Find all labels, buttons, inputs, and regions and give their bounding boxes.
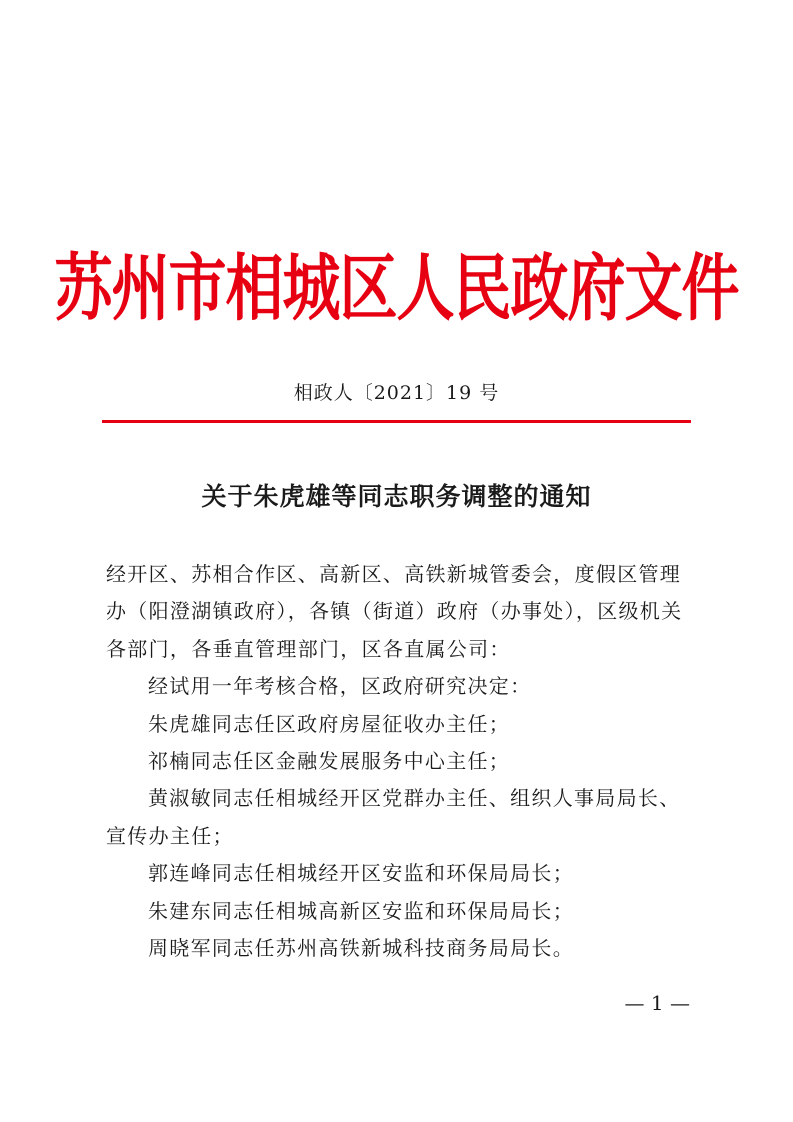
page-number: — 1 —: [624, 991, 690, 1015]
appointment-item: 祁楠同志任区金融发展服务中心主任；: [148, 749, 511, 774]
appointment-item: 周晓军同志任苏州高铁新城科技商务局局长。: [148, 936, 574, 961]
document-title: 关于朱虎雄等同志职务调整的通知: [201, 482, 592, 511]
document-body: [106, 556, 692, 967]
appointment-item: 郭连峰同志任相城经开区安监和环保局局长；: [148, 861, 574, 886]
appointment-item: 黄淑敏同志任相城经开区党群办主任、组织人事局局长、宣传办主任；: [106, 786, 681, 848]
appointment-item: 朱虎雄同志任区政府房屋征收办主任；: [148, 711, 511, 736]
body-paragraph: 经试用一年考核合格，区政府研究决定：: [148, 674, 532, 699]
recipients-paragraph: 经开区、苏相合作区、高新区、高铁新城管委会，度假区管理办（阳澄湖镇政府），各镇（街道）政府（办事处），区级机关各部门，各垂直管理部门，区各直属公司：: [106, 562, 683, 661]
issuer-masthead: 苏州市相城区人民政府文件: [54, 246, 739, 331]
red-divider-line: [102, 420, 691, 423]
appointment-item: 朱建东同志任相城高新区安监和环保局局长；: [148, 898, 574, 923]
document-number: 相政人〔2021〕19 号: [293, 382, 500, 404]
